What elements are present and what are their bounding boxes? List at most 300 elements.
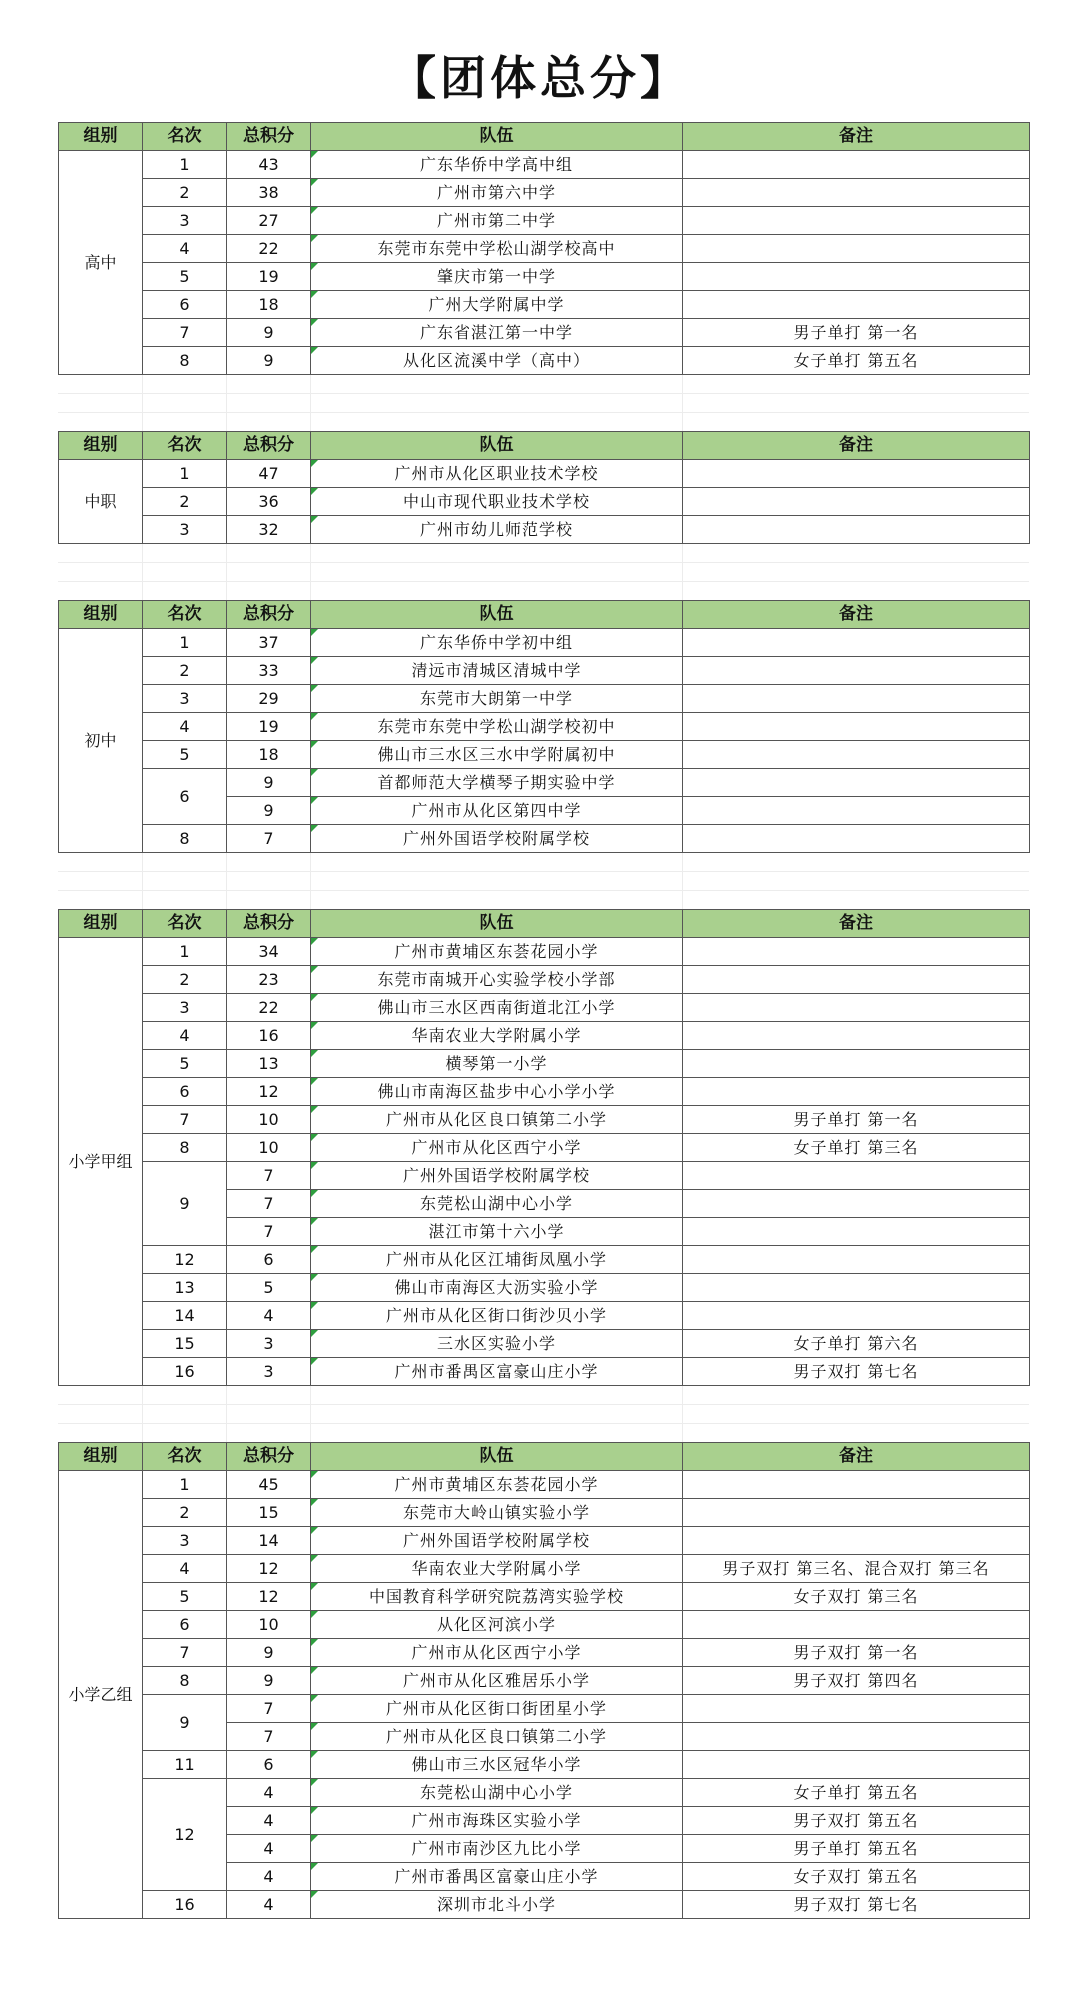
score-cell: 3 [227,1330,311,1358]
header-group: 组别 [59,432,143,460]
rank-cell: 7 [143,1106,227,1134]
note-cell [683,179,1030,207]
score-cell: 22 [227,235,311,263]
group-name-cell: 小学乙组 [59,1471,143,1919]
table-row [59,291,1030,319]
rank-cell: 15 [143,1330,227,1358]
table-row [59,319,1030,347]
team-cell: 广州外国语学校附属学校 [311,825,683,853]
header-rank: 名次 [143,432,227,460]
score-cell: 16 [227,1022,311,1050]
team-cell: 横琴第一小学 [311,1050,683,1078]
rank-cell: 2 [143,488,227,516]
header-team: 队伍 [311,1443,683,1471]
header-rank: 名次 [143,123,227,151]
table-row [59,629,1030,657]
header-row [59,910,1030,938]
team-cell: 从化区河滨小学 [311,1611,683,1639]
group-gap [58,544,1029,600]
team-cell: 广州市从化区职业技术学校 [311,460,683,488]
header-rank: 名次 [143,601,227,629]
team-cell: 佛山市南海区大沥实验小学 [311,1274,683,1302]
rank-cell: 4 [143,713,227,741]
score-cell: 5 [227,1274,311,1302]
gap-gridline [142,375,143,431]
note-cell [683,1751,1030,1779]
team-cell: 佛山市三水区西南街道北江小学 [311,994,683,1022]
header-score: 总积分 [227,432,311,460]
rank-cell: 7 [143,1639,227,1667]
note-cell: 女子单打 第三名 [683,1134,1030,1162]
gap-gridline [58,562,1029,563]
rank-cell: 3 [143,207,227,235]
note-cell: 女子双打 第五名 [683,1863,1030,1891]
note-cell: 男子双打 第七名 [683,1891,1030,1919]
score-cell: 29 [227,685,311,713]
header-row [59,1443,1030,1471]
score-cell: 36 [227,488,311,516]
table-row [59,1751,1030,1779]
note-cell [683,516,1030,544]
score-cell: 37 [227,629,311,657]
header-team: 队伍 [311,910,683,938]
table-row [59,235,1030,263]
header-row [59,123,1030,151]
note-cell [683,966,1030,994]
score-cell: 13 [227,1050,311,1078]
team-cell: 华南农业大学附属小学 [311,1555,683,1583]
score-sheet [58,122,1029,1919]
team-cell: 广东省湛江第一中学 [311,319,683,347]
team-cell: 佛山市三水区冠华小学 [311,1751,683,1779]
table-row [59,1891,1030,1919]
score-cell: 10 [227,1611,311,1639]
rank-cell: 1 [143,1471,227,1499]
table-row [59,1499,1030,1527]
gap-gridline [682,375,683,431]
header-note: 备注 [683,601,1030,629]
score-cell: 4 [227,1779,311,1807]
score-cell: 34 [227,938,311,966]
table-row [59,1330,1030,1358]
team-cell: 东莞市大朗第一中学 [311,685,683,713]
table-row [59,207,1030,235]
table-row [59,1611,1030,1639]
score-cell: 15 [227,1499,311,1527]
rank-cell: 8 [143,1134,227,1162]
score-cell: 45 [227,1471,311,1499]
rank-cell: 11 [143,1751,227,1779]
rank-cell: 2 [143,657,227,685]
score-cell: 7 [227,1218,311,1246]
table-row [59,179,1030,207]
team-cell: 东莞市大岭山镇实验小学 [311,1499,683,1527]
group-gap [58,375,1029,431]
score-cell: 10 [227,1134,311,1162]
note-cell [683,207,1030,235]
table-row [59,1022,1030,1050]
note-cell [683,1162,1030,1190]
rank-cell: 3 [143,516,227,544]
gap-gridline [682,544,683,600]
note-cell: 男子双打 第三名、混合双打 第三名 [683,1555,1030,1583]
note-cell [683,657,1030,685]
rank-cell: 1 [143,938,227,966]
table-row [59,488,1030,516]
header-group: 组别 [59,601,143,629]
header-score: 总积分 [227,601,311,629]
note-cell: 男子单打 第五名 [683,1835,1030,1863]
group-table [58,1442,1030,1919]
table-row [59,1527,1030,1555]
score-cell: 6 [227,1751,311,1779]
header-rank: 名次 [143,1443,227,1471]
header-team: 队伍 [311,432,683,460]
page-title: 【团体总分】 [390,51,690,105]
group-table [58,122,1030,375]
rank-cell: 8 [143,825,227,853]
note-cell [683,1218,1030,1246]
rank-cell: 4 [143,235,227,263]
note-cell [683,151,1030,179]
team-cell: 广州市从化区第四中学 [311,797,683,825]
score-cell: 7 [227,1723,311,1751]
note-cell: 男子双打 第四名 [683,1667,1030,1695]
rank-cell: 7 [143,319,227,347]
table-row [59,263,1030,291]
score-cell: 3 [227,1358,311,1386]
team-cell: 清远市清城区清城中学 [311,657,683,685]
rank-cell: 6 [143,769,227,825]
table-row [59,741,1030,769]
score-cell: 10 [227,1106,311,1134]
team-cell: 东莞松山湖中心小学 [311,1190,683,1218]
header-score: 总积分 [227,1443,311,1471]
header-group: 组别 [59,1443,143,1471]
gap-gridline [58,890,1029,891]
note-cell: 女子单打 第五名 [683,1779,1030,1807]
team-cell: 广州市从化区良口镇第二小学 [311,1723,683,1751]
gap-gridline [310,853,311,909]
note-cell [683,235,1030,263]
rank-cell: 8 [143,347,227,375]
note-cell [683,488,1030,516]
rank-cell: 13 [143,1274,227,1302]
score-cell: 27 [227,207,311,235]
note-cell [683,741,1030,769]
team-cell: 广州市幼儿师范学校 [311,516,683,544]
table-row [59,1779,1030,1807]
score-cell: 7 [227,1162,311,1190]
note-cell: 女子单打 第五名 [683,347,1030,375]
group-table [58,909,1030,1386]
group-gap [58,853,1029,909]
rank-cell: 5 [143,741,227,769]
team-cell: 中山市现代职业技术学校 [311,488,683,516]
score-cell: 43 [227,151,311,179]
score-cell: 18 [227,291,311,319]
team-cell: 广东华侨中学高中组 [311,151,683,179]
team-cell: 广州市从化区西宁小学 [311,1134,683,1162]
note-cell: 男子双打 第五名 [683,1807,1030,1835]
note-cell [683,1471,1030,1499]
rank-cell: 2 [143,966,227,994]
note-cell: 男子双打 第七名 [683,1358,1030,1386]
note-cell [683,938,1030,966]
table-row [59,516,1030,544]
gap-gridline [682,1386,683,1442]
rank-cell: 12 [143,1246,227,1274]
note-cell: 男子单打 第一名 [683,1106,1030,1134]
table-row [59,1106,1030,1134]
note-cell [683,1527,1030,1555]
header-note: 备注 [683,123,1030,151]
gap-gridline [142,853,143,909]
team-cell: 东莞市东莞中学松山湖学校高中 [311,235,683,263]
table-row [59,1667,1030,1695]
note-cell [683,825,1030,853]
team-cell: 三水区实验小学 [311,1330,683,1358]
team-cell: 中国教育科学研究院荔湾实验学校 [311,1583,683,1611]
gap-gridline [310,375,311,431]
score-cell: 9 [227,347,311,375]
score-cell: 7 [227,825,311,853]
score-cell: 9 [227,797,311,825]
score-cell: 4 [227,1835,311,1863]
gap-gridline [58,581,1029,582]
header-score: 总积分 [227,123,311,151]
group-name-cell: 中职 [59,460,143,544]
header-group: 组别 [59,123,143,151]
group-name-cell: 初中 [59,629,143,853]
score-cell: 23 [227,966,311,994]
score-cell: 4 [227,1891,311,1919]
rank-cell: 16 [143,1358,227,1386]
table-row [59,1078,1030,1106]
score-cell: 18 [227,741,311,769]
gap-gridline [58,412,1029,413]
note-cell [683,291,1030,319]
team-cell: 广州市第二中学 [311,207,683,235]
note-cell [683,460,1030,488]
note-cell [683,1078,1030,1106]
table-row [59,825,1030,853]
note-cell [683,994,1030,1022]
gap-gridline [682,853,683,909]
gap-gridline [310,544,311,600]
score-cell: 4 [227,1863,311,1891]
team-cell: 广州市从化区江埔街凤凰小学 [311,1246,683,1274]
team-cell: 广州市从化区雅居乐小学 [311,1667,683,1695]
score-cell: 4 [227,1302,311,1330]
score-cell: 7 [227,1190,311,1218]
score-cell: 14 [227,1527,311,1555]
table-row [59,347,1030,375]
table-row [59,994,1030,1022]
rank-cell: 3 [143,994,227,1022]
gap-gridline [58,393,1029,394]
header-group: 组别 [59,910,143,938]
rank-cell: 5 [143,263,227,291]
note-cell [683,1190,1030,1218]
gap-gridline [226,1386,227,1442]
table-row [59,1471,1030,1499]
note-cell [683,1246,1030,1274]
score-cell: 12 [227,1078,311,1106]
rank-cell: 6 [143,1611,227,1639]
gap-gridline [226,544,227,600]
header-note: 备注 [683,910,1030,938]
team-cell: 从化区流溪中学（高中） [311,347,683,375]
team-cell: 华南农业大学附属小学 [311,1022,683,1050]
team-cell: 佛山市三水区三水中学附属初中 [311,741,683,769]
table-row [59,1695,1030,1723]
score-cell: 9 [227,1667,311,1695]
note-cell [683,1302,1030,1330]
rank-cell: 4 [143,1555,227,1583]
table-row [59,1274,1030,1302]
team-cell: 广州外国语学校附属学校 [311,1527,683,1555]
group-name-cell: 高中 [59,151,143,375]
team-cell: 广州市黄埔区东荟花园小学 [311,938,683,966]
table-row [59,657,1030,685]
score-cell: 19 [227,263,311,291]
team-cell: 广州市南沙区九比小学 [311,1835,683,1863]
gap-gridline [142,1386,143,1442]
score-cell: 19 [227,713,311,741]
rank-cell: 16 [143,1891,227,1919]
table-row [59,1302,1030,1330]
score-cell: 9 [227,319,311,347]
table-row [59,460,1030,488]
gap-gridline [310,1386,311,1442]
gap-gridline [58,1423,1029,1424]
gap-gridline [226,853,227,909]
rank-cell: 5 [143,1583,227,1611]
team-cell: 肇庆市第一中学 [311,263,683,291]
score-cell: 6 [227,1246,311,1274]
note-cell: 男子双打 第一名 [683,1639,1030,1667]
team-cell: 广州市从化区街口街沙贝小学 [311,1302,683,1330]
score-cell: 32 [227,516,311,544]
group-gap [58,1386,1029,1442]
team-cell: 广州市从化区街口街团星小学 [311,1695,683,1723]
rank-cell: 8 [143,1667,227,1695]
rank-cell: 1 [143,460,227,488]
rank-cell: 1 [143,151,227,179]
rank-cell: 9 [143,1162,227,1246]
header-team: 队伍 [311,123,683,151]
note-cell [683,713,1030,741]
rank-cell: 12 [143,1779,227,1891]
table-row [59,685,1030,713]
team-cell: 广州外国语学校附属学校 [311,1162,683,1190]
rank-cell: 1 [143,629,227,657]
team-cell: 深圳市北斗小学 [311,1891,683,1919]
gap-gridline [58,1404,1029,1405]
header-row [59,601,1030,629]
note-cell [683,685,1030,713]
header-note: 备注 [683,432,1030,460]
score-cell: 4 [227,1807,311,1835]
note-cell [683,1611,1030,1639]
team-cell: 首都师范大学横琴子期实验中学 [311,769,683,797]
note-cell [683,1499,1030,1527]
header-note: 备注 [683,1443,1030,1471]
score-cell: 38 [227,179,311,207]
score-cell: 12 [227,1583,311,1611]
team-cell: 东莞市南城开心实验学校小学部 [311,966,683,994]
score-cell: 33 [227,657,311,685]
score-cell: 47 [227,460,311,488]
note-cell [683,1723,1030,1751]
rank-cell: 6 [143,1078,227,1106]
team-cell: 广州市番禺区富豪山庄小学 [311,1358,683,1386]
header-row [59,432,1030,460]
note-cell [683,263,1030,291]
rank-cell: 3 [143,1527,227,1555]
table-row [59,1358,1030,1386]
note-cell [683,629,1030,657]
table-row [59,1583,1030,1611]
rank-cell: 2 [143,1499,227,1527]
note-cell: 女子单打 第六名 [683,1330,1030,1358]
rank-cell: 2 [143,179,227,207]
score-cell: 9 [227,769,311,797]
table-row [59,1555,1030,1583]
group-table [58,600,1030,853]
score-cell: 12 [227,1555,311,1583]
score-cell: 7 [227,1695,311,1723]
score-cell: 22 [227,994,311,1022]
rank-cell: 9 [143,1695,227,1751]
team-cell: 湛江市第十六小学 [311,1218,683,1246]
header-rank: 名次 [143,910,227,938]
table-row [59,769,1030,797]
table-row [59,1246,1030,1274]
note-cell: 男子单打 第一名 [683,319,1030,347]
team-cell: 广州市从化区良口镇第二小学 [311,1106,683,1134]
note-cell [683,1274,1030,1302]
score-cell: 9 [227,1639,311,1667]
rank-cell: 6 [143,291,227,319]
rank-cell: 3 [143,685,227,713]
note-cell [683,797,1030,825]
table-row [59,1050,1030,1078]
team-cell: 广州市第六中学 [311,179,683,207]
group-name-cell: 小学甲组 [59,938,143,1386]
team-cell: 广州市海珠区实验小学 [311,1807,683,1835]
table-row [59,151,1030,179]
rank-cell: 5 [143,1050,227,1078]
team-cell: 广州市黄埔区东荟花园小学 [311,1471,683,1499]
gap-gridline [142,544,143,600]
gap-gridline [226,375,227,431]
team-cell: 广东华侨中学初中组 [311,629,683,657]
gap-gridline [58,871,1029,872]
rank-cell: 14 [143,1302,227,1330]
note-cell [683,1695,1030,1723]
note-cell: 女子双打 第三名 [683,1583,1030,1611]
note-cell [683,769,1030,797]
header-score: 总积分 [227,910,311,938]
team-cell: 广州市从化区西宁小学 [311,1639,683,1667]
header-team: 队伍 [311,601,683,629]
table-row [59,1162,1030,1190]
team-cell: 东莞市东莞中学松山湖学校初中 [311,713,683,741]
note-cell [683,1050,1030,1078]
table-row [59,1639,1030,1667]
